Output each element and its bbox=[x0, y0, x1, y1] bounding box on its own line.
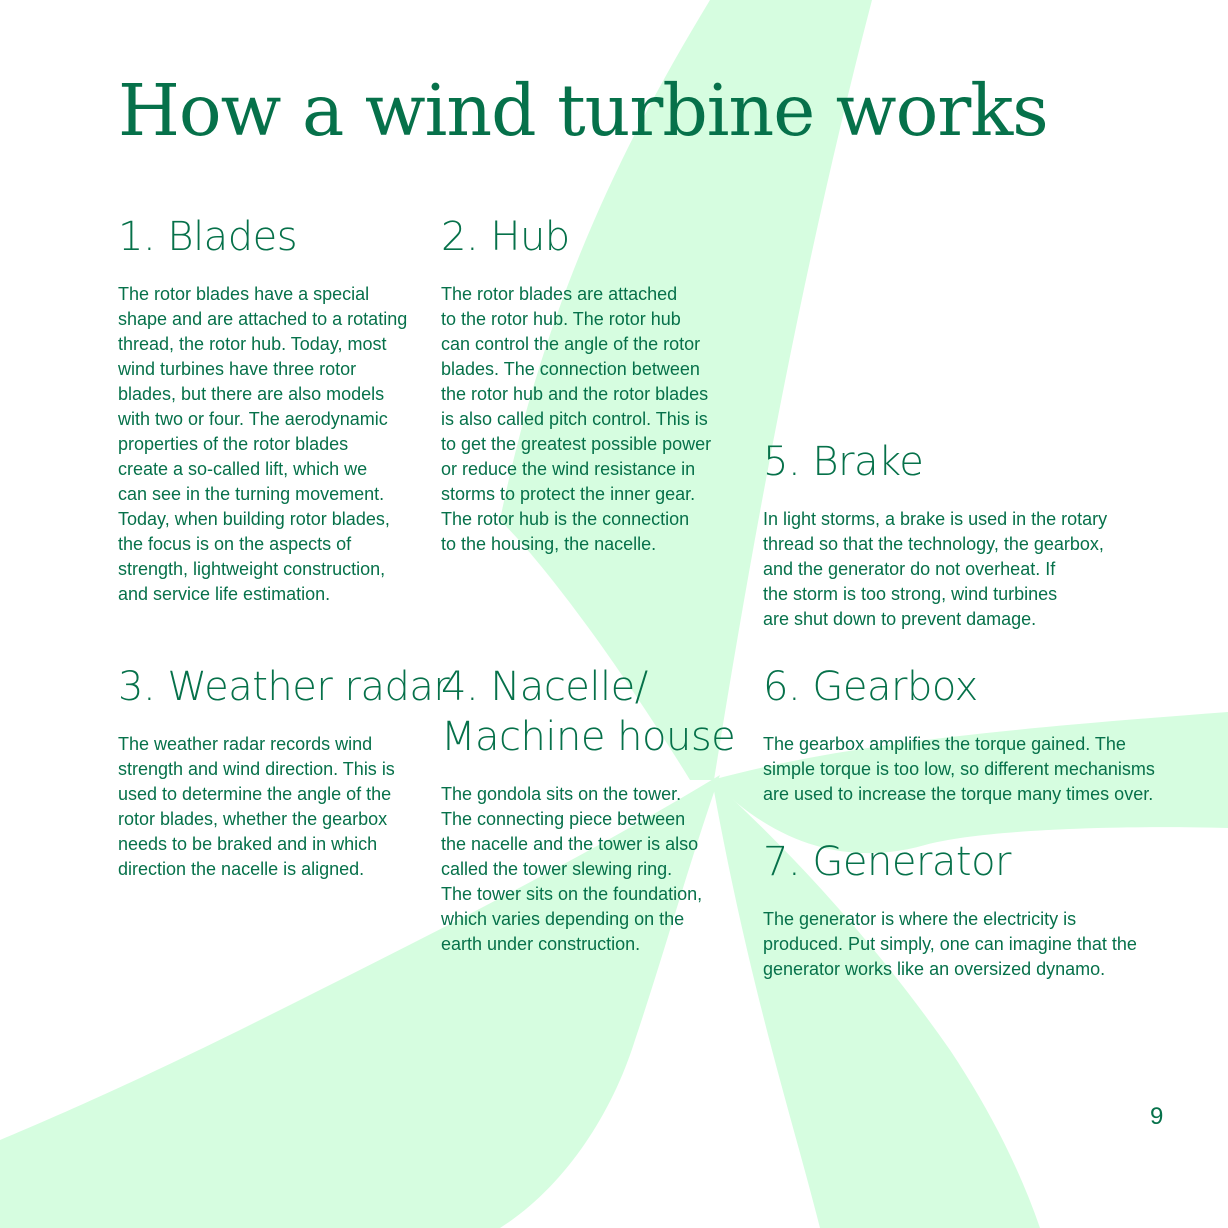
section-weather-radar bbox=[118, 662, 449, 882]
section-heading: 3. Weather radar bbox=[118, 664, 450, 710]
section-body: In light storms, a brake is used in the rotary thread so that the technology, the gearbox, and the generator do not overheat. If the storm is too strong, wind turbines are shut down to prevent damage. bbox=[763, 509, 1108, 629]
section-hub bbox=[441, 212, 711, 557]
section-body: The gondola sits on the tower. The connecting piece between the nacelle and the tower is also called the tower slewing ring. The tower sits on the foundation, which varies depending on the earth under construction. bbox=[441, 784, 703, 954]
section-nacelle bbox=[441, 662, 735, 957]
section-heading: 2. Hub bbox=[441, 214, 570, 260]
section-body: The rotor blades are attached to the rotor hub. The rotor hub can control the angle of the rotor blades. The connection between the rotor hub and the rotor blades is also called pitch control. This is to get the greatest possible power or reduce the wind resistance in storms to protect the inner gear. The rotor hub is the connection to the housing, the nacelle. bbox=[441, 284, 712, 554]
section-heading: 5. Brake bbox=[763, 439, 924, 485]
section-gearbox bbox=[763, 662, 1155, 807]
section-body: The generator is where the electricity is produced. Put simply, one can imagine that the generator works like an oversized dynamo. bbox=[763, 909, 1137, 979]
section-heading: 7. Generator bbox=[763, 839, 1012, 885]
section-generator bbox=[763, 837, 1137, 982]
section-brake bbox=[763, 437, 1107, 632]
section-body: The weather radar records wind strength and wind direction. This is used to determine the angle of the rotor blades, whether the gearbox needs to be braked and in which direction the nacelle is aligned. bbox=[118, 734, 395, 879]
section-heading: 6. Gearbox bbox=[763, 664, 978, 710]
section-blades bbox=[118, 212, 407, 607]
section-body: The gearbox amplifies the torque gained. The simple torque is too low, so different mechanisms are used to increase the torque many times over. bbox=[763, 734, 1155, 804]
page-title: How a wind turbine works bbox=[118, 69, 1048, 152]
section-heading: 1. Blades bbox=[118, 214, 298, 260]
section-body: The rotor blades have a special shape and are attached to a rotating thread, the rotor hub. Today, most wind turbines have three rotor blades, but there are also models with two or four. The aerodynamic properties of the rotor blades create a so-called lift, which we can see in the turning movement. Today, when building rotor blades, the focus is on the aspects of strength, lightweight construction, and service life estimation. bbox=[118, 284, 408, 604]
page-number: 9 bbox=[1150, 1103, 1164, 1130]
section-heading: 4. Nacelle/ Machine house bbox=[441, 664, 736, 760]
